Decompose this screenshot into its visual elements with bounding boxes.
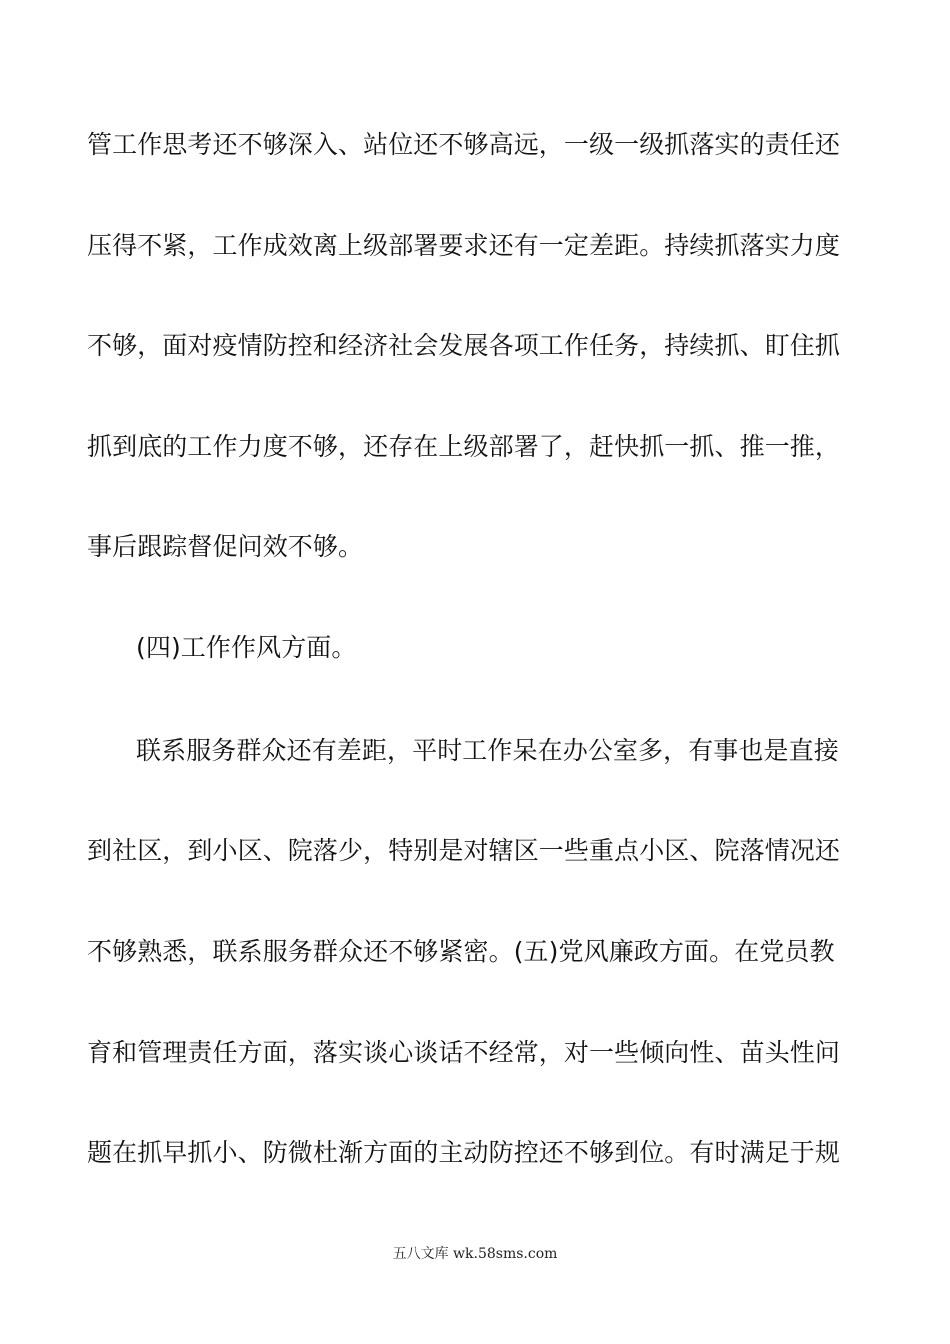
text-line-3: 不够，面对疫情防控和经济社会发展各项工作任务，持续抓、盯住抓	[87, 331, 841, 360]
page-footer-watermark: 五八文库 wk.58sms.com	[392, 1246, 558, 1262]
text-line-2: 压得不紧，工作成效离上级部署要求还有一定差距。持续抓落实力度	[87, 231, 841, 260]
text-line-7: 联系服务群众还有差距，平时工作呆在办公室多，有事也是直接	[136, 736, 839, 765]
text-line-4: 抓到底的工作力度不够，还存在上级部署了，赶快抓一抓、推一推，	[87, 432, 841, 461]
text-line-5: 事后跟踪督促问效不够。	[87, 532, 364, 561]
text-line-8: 到社区，到小区、院落少，特别是对辖区一些重点小区、院落情况还	[87, 836, 841, 865]
text-line-11: 题在抓早抓小、防微杜渐方面的主动防控还不够到位。有时满足于规	[87, 1138, 841, 1167]
section-heading-4: (四)工作作风方面。	[136, 633, 357, 662]
text-line-10: 育和管理责任方面，落实谈心谈话不经常，对一些倾向性、苗头性问	[87, 1038, 841, 1067]
text-line-9: 不够熟悉，联系服务群众还不够紧密。(五)党风廉政方面。在党员教	[87, 937, 835, 966]
text-line-1: 管工作思考还不够深入、站位还不够高远，一级一级抓落实的责任还	[87, 130, 841, 159]
